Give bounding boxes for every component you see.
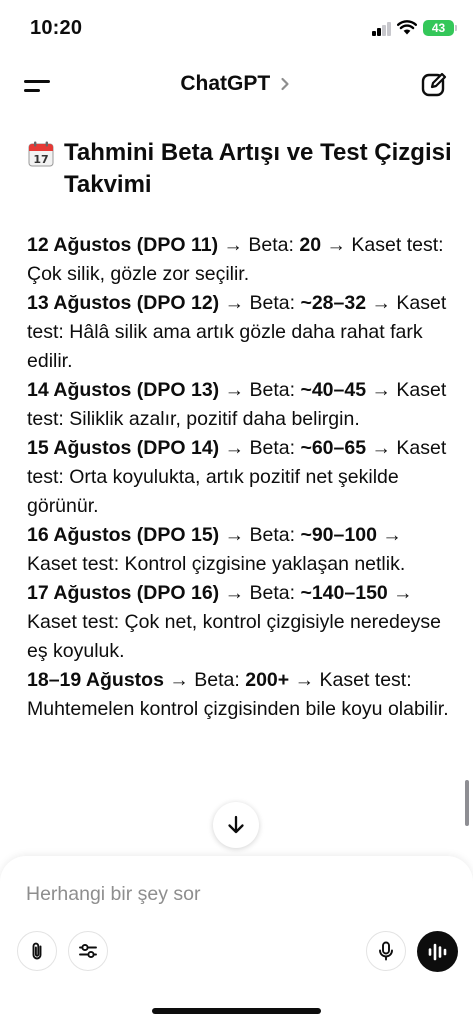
entry-text: → Kaset test: Muhtemelen kontrol çizgisinden bile koyu olabilir. xyxy=(27,669,449,720)
entry-text: → Kaset test: Hâlâ silik ama artık gözle daha rahat fark edilir. xyxy=(27,292,447,372)
entry-date: 18–19 Ağustos xyxy=(27,669,164,691)
attach-button[interactable] xyxy=(17,931,57,971)
assistant-message xyxy=(27,137,457,724)
status-bar xyxy=(0,0,473,58)
svg-text:17: 17 xyxy=(33,153,49,166)
heading-text: Tahmini Beta Artışı ve Test Çizgisi Takvimi xyxy=(64,139,452,198)
tools-button[interactable] xyxy=(68,931,108,971)
composer xyxy=(0,856,473,1024)
entry-date: 14 Ağustos (DPO 13) xyxy=(27,379,220,401)
entry-beta-value: ~40–45 xyxy=(300,379,367,401)
arrow-down-icon xyxy=(225,814,247,836)
home-indicator xyxy=(152,1008,321,1014)
entry-beta-label: → Beta: xyxy=(219,524,301,546)
entry-text: → Kaset test: Orta koyulukta, artık pozitif net şekilde görünür. xyxy=(27,437,447,517)
scrollbar[interactable] xyxy=(465,780,469,826)
entry-beta-value: ~28–32 xyxy=(300,292,367,314)
entry-list xyxy=(27,231,457,724)
entry-date: 13 Ağustos (DPO 12) xyxy=(27,292,220,314)
entry-beta-label: → Beta: xyxy=(219,292,301,314)
entry-text: → Kaset test: Çok silik, gözle zor seçilir. xyxy=(27,234,444,285)
entry-beta-label: → Beta: xyxy=(218,234,300,256)
entry-beta-value: 200+ xyxy=(245,669,290,691)
list-item xyxy=(27,289,457,376)
voice-mode-button[interactable] xyxy=(417,931,458,972)
list-item xyxy=(27,231,457,289)
entry-date: 17 Ağustos (DPO 16) xyxy=(27,582,220,604)
list-item xyxy=(27,376,457,434)
entry-beta-label: → Beta: xyxy=(219,379,301,401)
wifi-icon xyxy=(397,19,417,35)
app-title: ChatGPT xyxy=(180,72,271,95)
entry-text: → Kaset test: Çok net, kontrol çizgisiyle neredeyse eş koyuluk. xyxy=(27,582,442,662)
entry-text: → Kaset test: Kontrol çizgisine yaklaşan netlik. xyxy=(27,524,406,575)
entry-beta-label: → Beta: xyxy=(219,437,301,459)
entry-date: 15 Ağustos (DPO 14) xyxy=(27,437,220,459)
entry-beta-value: ~90–100 xyxy=(300,524,377,546)
entry-beta-value: ~60–65 xyxy=(300,437,367,459)
list-item xyxy=(27,434,457,521)
model-selector[interactable] xyxy=(0,72,473,96)
entry-beta-value: ~140–150 xyxy=(300,582,388,604)
microphone-button[interactable] xyxy=(366,931,406,971)
prompt-input[interactable] xyxy=(26,878,446,910)
chevron-right-icon xyxy=(277,76,293,92)
entry-date: 16 Ağustos (DPO 15) xyxy=(27,524,220,546)
microphone-icon xyxy=(375,940,397,962)
paperclip-icon xyxy=(26,940,48,962)
app-header xyxy=(0,58,473,110)
entry-beta-value: 20 xyxy=(299,234,322,256)
list-item xyxy=(27,579,457,666)
entry-beta-label: → Beta: xyxy=(163,669,246,691)
calendar-icon xyxy=(27,140,55,168)
battery-indicator: 43 xyxy=(423,20,454,36)
compose-icon[interactable] xyxy=(420,70,448,98)
cellular-signal-icon xyxy=(372,22,392,36)
message-heading xyxy=(27,137,457,201)
entry-text: → Kaset test: Siliklik azalır, pozitif daha belirgin. xyxy=(27,379,447,430)
sliders-icon xyxy=(77,940,99,962)
list-item xyxy=(27,521,457,579)
list-item xyxy=(27,666,457,724)
entry-date: 12 Ağustos (DPO 11) xyxy=(27,234,219,256)
entry-beta-label: → Beta: xyxy=(219,582,301,604)
status-time: 10:20 xyxy=(30,17,83,39)
voice-waveform-icon xyxy=(426,941,450,963)
scroll-down-button[interactable] xyxy=(213,802,259,848)
